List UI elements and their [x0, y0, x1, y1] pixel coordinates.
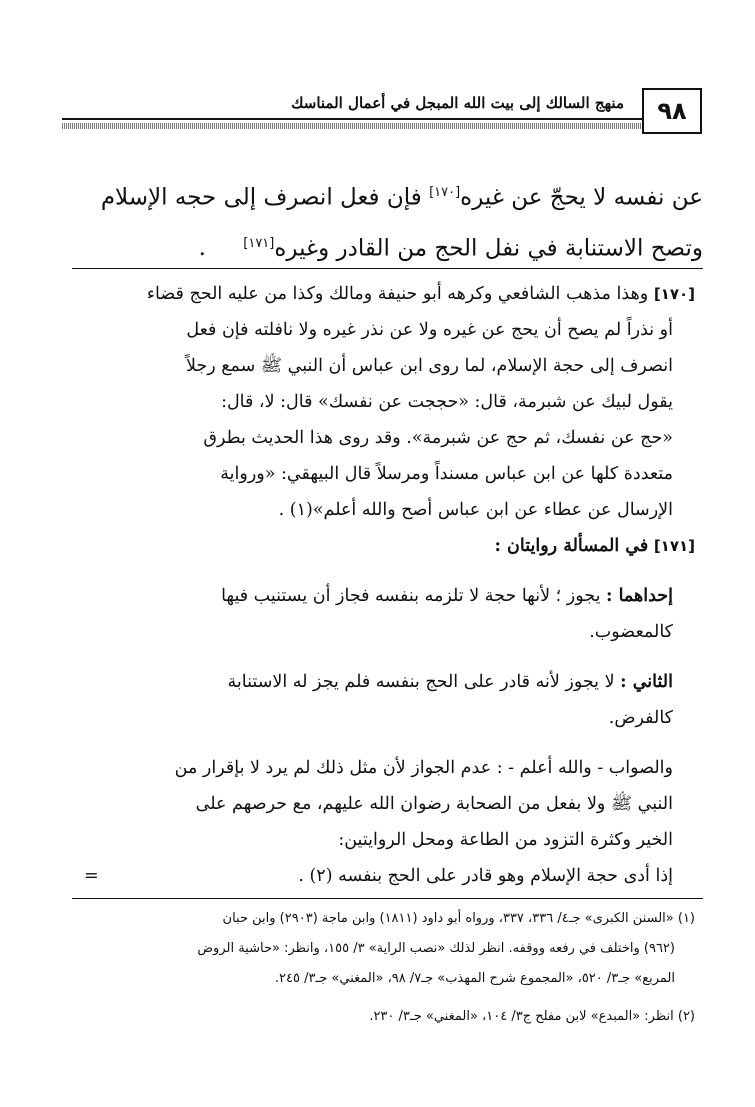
footnotes — [72, 904, 695, 1032]
conclusion-line-2: النبي ﷺ ولا بفعل من الصحابة رضوان الله عليهم، مع حرصهم على — [195, 794, 673, 814]
conclusion-line-4: إذا أدى حجة الإسلام وهو قادر على الحج بنفسه (٢) . = — [72, 858, 695, 894]
header-rule — [62, 118, 642, 120]
note-170-line-5: «حج عن نفسك، ثم حج عن شبرمة». وقد روى هذا الحديث بطرق — [203, 428, 673, 448]
page-number: ٩٨ — [642, 88, 702, 134]
note-170-line-7: الإرسال عن عطاء عن ابن عباس أصح والله أعلم»(١) . — [278, 500, 673, 520]
note-170-line-4: يقول لبيك عن شبرمة، قال: «حججت عن نفسك» قال: لا، قال: — [221, 392, 673, 412]
first-label: إحداهما : — [606, 586, 673, 606]
page-header — [62, 88, 702, 134]
conclusion-line-1: والصواب - والله أعلم - : عدم الجواز لأن مثل ذلك لم يرد لا بإقرار من — [174, 758, 673, 778]
footnote-divider — [72, 898, 703, 899]
main-text — [72, 170, 703, 271]
note-171-label: [١٧١] — [653, 537, 695, 555]
conclusion-line-3: الخير وكثرة التزود من الطاعة ومحل الروايتين: — [338, 830, 673, 850]
note-170-line-6: متعددة كلها عن ابن عباس مسنداً ومرسلاً قال البيهقي: «ورواية — [220, 464, 673, 484]
header-hatch-rule — [62, 123, 642, 129]
note-170-line-1: [١٧٠] وهذا مذهب الشافعي وكرهه أبو حنيفة ومالك وكذا من عليه الحج قضاء — [146, 284, 695, 304]
note-170-line-3: انصرف إلى حجة الإسلام، لما روى ابن عباس أن النبي ﷺ سمع رجلاً — [185, 356, 673, 376]
running-title: منهج السالك إلى بيت الله المبجل في أعمال المناسك — [291, 94, 624, 112]
main-line-2: وتصح الاستنابة في نفل الحج من القادر وغيره[١٧١] . — [198, 235, 703, 262]
first-narration: إحداهما : يجوز ؛ لأنها حجة لا تلزمه بنفسه فجاز أن يستنيب فيها — [221, 586, 673, 606]
main-notes-divider — [72, 268, 703, 269]
footnote-1-line-3: المربع» جـ٣/ ٥٢٠، «المجموع شرح المهذب» جـ٧/ ٩٨، «المغني» جـ٣/ ٢٤٥. — [274, 971, 675, 986]
first-narration-end: كالمعضوب. — [589, 622, 673, 642]
second-narration-end: كالفرض. — [608, 708, 673, 728]
note-170-label: [١٧٠] — [653, 285, 695, 303]
ref-170[interactable]: [١٧٠] — [429, 185, 461, 200]
continuation-mark: = — [84, 866, 99, 886]
second-label: الثاني : — [620, 672, 673, 692]
note-170-line-2: أو نذراً لم يصح أن يحج عن غيره ولا عن نذر غيره ولا نافلته فإن فعل — [186, 320, 673, 340]
footnote-1-line-2: (٩٦٢) واختلف في رفعه ووقفه. انظر لذلك «نصب الراية» ٣/ ١٥٥، وانظر: «حاشية الروض — [197, 941, 675, 956]
ref-171[interactable]: [١٧١] — [243, 235, 275, 251]
commentary — [72, 276, 695, 894]
second-narration: الثاني : لا يجوز لأنه قادر على الحج بنفسه فلم يجز له الاستنابة — [227, 672, 673, 692]
main-line-1: عن نفسه لا يحجّ عن غيره[١٧٠] فإن فعل انصرف إلى حجه الإسلام — [100, 184, 703, 211]
footnote-1-line-1: (١) «السنن الكبرى» جـ٤/ ٣٣٦، ٣٣٧، ورواه أبو داود (١٨١١) وابن ماجة (٢٩٠٣) وابن حبان — [222, 911, 695, 926]
footnote-2: (٢) انظر: «المبدع» لابن مفلح ج٣/ ١٠٤، «المغني» جـ٣/ ٢٣٠. — [369, 1009, 695, 1024]
note-171-head: [١٧١] في المسألة روايتان : — [494, 536, 695, 556]
